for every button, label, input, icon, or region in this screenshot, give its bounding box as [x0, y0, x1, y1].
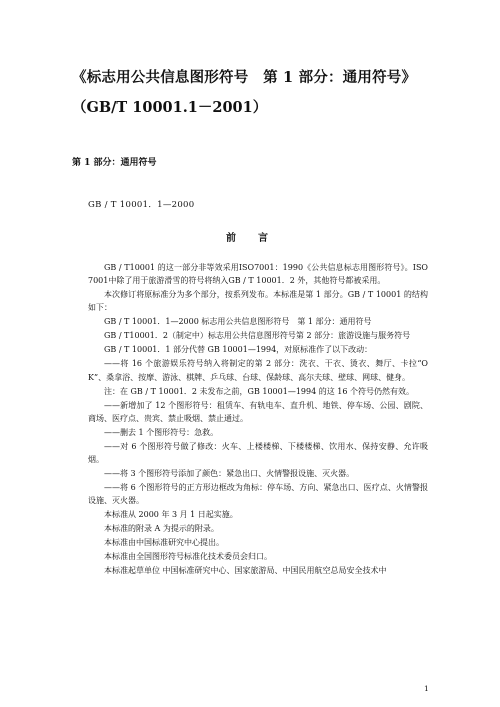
foreword-paragraph: GB / T10001．2（制定中）标志用公共信息图形符号第 2 部分：旅游设施与服务符号: [104, 331, 411, 341]
foreword-paragraph: 本次修订将原标准分为多个部分，按系列发布。本标准是第 1 部分。GB / T 10001 的结构如下：: [88, 290, 428, 313]
standard-code: （GB/T 10001.1－2001）: [72, 99, 268, 116]
part-heading: 第 1 部分：通用符号: [72, 158, 157, 168]
foreword-paragraph: 本标准的附录 A 为提示的附录。: [104, 524, 219, 534]
foreword-paragraph: 本标准由中国标准研究中心提出。: [104, 538, 224, 548]
foreword-body: [88, 261, 428, 578]
page-number: 1: [424, 684, 429, 693]
foreword-paragraph: ——删去 1 个图形符号：急救。: [104, 427, 219, 437]
foreword-paragraph: GB / T10001 的这一部分非等效采用ISO7001：1990《公共信息标志用图形符号》。ISO 7001中除了用于旅游滑雪的符号将纳入GB / T 10001．2 外，其他符号都被采用。: [88, 263, 428, 286]
foreword-paragraph: ——将 16 个旅游娱乐符号纳入将制定的第 2 部分：洗衣、干衣、烫衣、舞厅、卡拉“OK”、桑拿浴、按摩、游泳、棋牌、乒乓球、台球、保龄球、高尔夫球、壁球、网球、健身。: [88, 359, 428, 382]
foreword-paragraph: 本标准从 2000 年 3 月 1 日起实施。: [104, 510, 238, 520]
foreword-paragraph: ——将 6 个图形符号的正方形边框改为角标：停车场、方向、紧急出口、医疗点、火情警报设施、灭火器。: [88, 483, 428, 506]
foreword-title: 前 言: [226, 233, 274, 244]
foreword-paragraph: GB / T 10001．1—2000 标志用公共信息图形符号 第 1 部分：通用符号: [104, 317, 372, 327]
foreword-paragraph: ——新增加了 12 个图形符号：租赁车、有轨电车、直升机、地铁、停车场、公园、剧院、商场、医疗点、贵宾、禁止吸烟、禁止通过。: [88, 400, 428, 423]
document-title: 《标志用公共信息图形符号 第 1 部分：通用符号》: [72, 69, 417, 86]
foreword-paragraph: 本标准起草单位 中国标准研究中心、国家旅游局、中国民用航空总局安全技术中: [104, 566, 387, 576]
foreword-paragraph: ——将 3 个图形符号添加了颜色：紧急出口、火情警报设施、灭火器。: [104, 469, 355, 479]
foreword-note: 注：在 GB / T 10001．2 未发布之前，GB 10001—1994 的这 16 个符号仍然有效。: [104, 386, 414, 396]
foreword-paragraph: 本标准由全国图形符号标准化技术委员会归口。: [104, 552, 272, 562]
foreword-paragraph: GB / T 10001．1 部分代替 GB 10001—1994，对原标准作了以下改动：: [104, 345, 373, 355]
standard-number: GB / T 10001．1—2000: [88, 200, 195, 210]
foreword-paragraph: ——对 6 个图形符号做了修改：火车、上楼楼梯、下楼楼梯、饮用水、保持安静、允许吸烟。: [88, 441, 428, 465]
